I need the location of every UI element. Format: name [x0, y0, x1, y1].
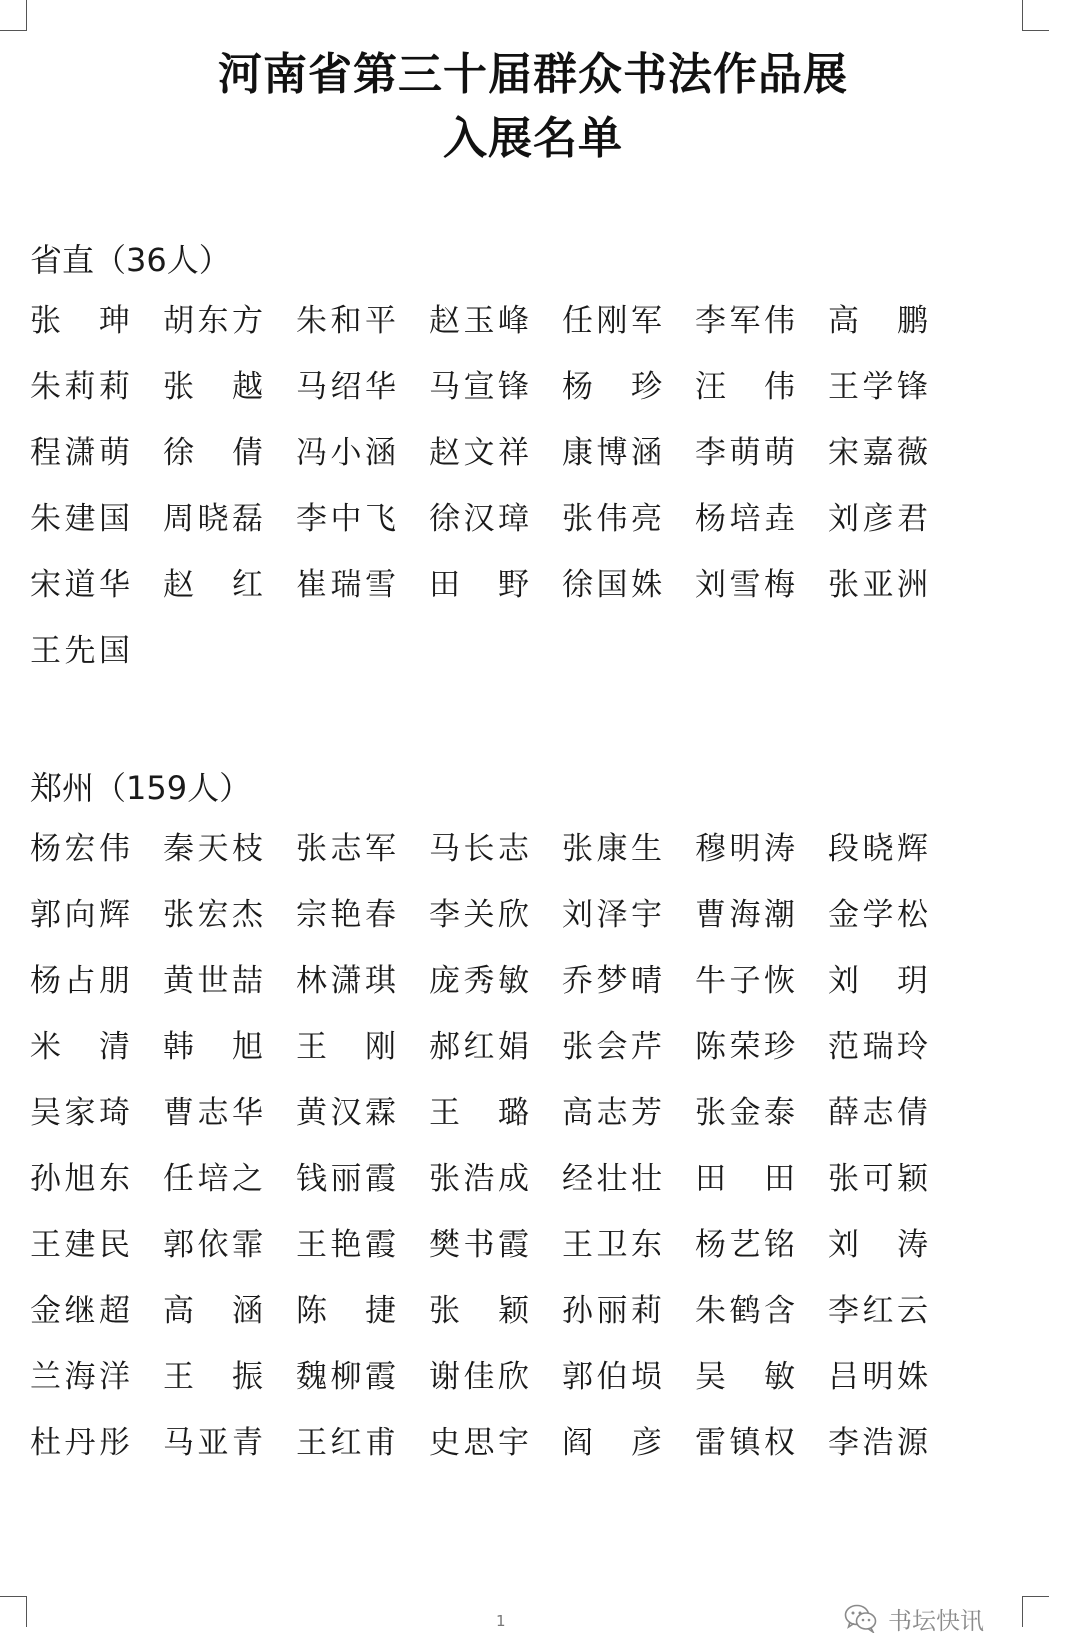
name-entry: 王先国	[30, 633, 130, 669]
name-entry: 张浩成	[429, 1161, 529, 1197]
name-entry: 郭向辉	[30, 897, 130, 933]
name-entry: 谢佳欣	[429, 1359, 529, 1395]
name-entry: 任培之	[163, 1161, 263, 1197]
name-entry: 康博涵	[562, 435, 662, 471]
name-entry: 马亚青	[163, 1425, 263, 1461]
name-entry: 任刚军	[562, 303, 662, 339]
name-entry: 高 涵	[163, 1293, 263, 1329]
name-entry: 黄汉霖	[296, 1095, 396, 1131]
crop-mark-top-left	[0, 0, 27, 31]
name-entry: 程潇萌	[30, 435, 130, 471]
name-entry: 李关欣	[429, 897, 529, 933]
watermark	[844, 1598, 984, 1638]
name-entry: 段晓辉	[828, 831, 928, 867]
name-entry: 高 鹏	[828, 303, 928, 339]
name-entry: 陈 捷	[296, 1293, 396, 1329]
name-entry: 赵文祥	[429, 435, 529, 471]
name-entry: 经壮壮	[562, 1161, 662, 1197]
name-entry: 牛子恢	[695, 963, 795, 999]
name-entry: 吕明姝	[828, 1359, 928, 1395]
name-entry: 李军伟	[695, 303, 795, 339]
name-entry: 刘 涛	[828, 1227, 928, 1263]
page-number: 1	[496, 1612, 506, 1630]
name-entry: 汪 伟	[695, 369, 795, 405]
name-entry: 田 野	[429, 567, 529, 603]
name-entry: 韩 旭	[163, 1029, 263, 1065]
name-entry: 张志军	[296, 831, 396, 867]
name-entry: 郭伯埙	[562, 1359, 662, 1395]
name-entry: 刘泽宇	[562, 897, 662, 933]
name-entry: 朱和平	[296, 303, 396, 339]
name-entry: 田 田	[695, 1161, 795, 1197]
name-entry: 张伟亮	[562, 501, 662, 537]
name-entry: 刘彦君	[828, 501, 928, 537]
name-entry: 吴 敏	[695, 1359, 795, 1395]
name-entry: 樊书霞	[429, 1227, 529, 1263]
name-entry: 朱鹤含	[695, 1293, 795, 1329]
name-entry: 杨 珍	[562, 369, 662, 405]
wechat-icon	[844, 1603, 878, 1633]
name-entry: 徐国姝	[562, 567, 662, 603]
name-entry: 钱丽霞	[296, 1161, 396, 1197]
name-entry: 张亚洲	[828, 567, 928, 603]
name-entry: 崔瑞雪	[296, 567, 396, 603]
name-entry: 郭依霏	[163, 1227, 263, 1263]
name-entry: 李红云	[828, 1293, 928, 1329]
name-entry: 张宏杰	[163, 897, 263, 933]
name-entry: 马长志	[429, 831, 529, 867]
name-entry: 庞秀敏	[429, 963, 529, 999]
name-entry: 高志芳	[562, 1095, 662, 1131]
name-entry: 薛志倩	[828, 1095, 928, 1131]
name-entry: 阎 彦	[562, 1425, 662, 1461]
name-entry: 王 刚	[296, 1029, 396, 1065]
name-entry: 周晓磊	[163, 501, 263, 537]
section-heading: 郑州（159人）	[30, 769, 252, 807]
name-entry: 张会芹	[562, 1029, 662, 1065]
name-entry: 李萌萌	[695, 435, 795, 471]
name-entry: 朱建国	[30, 501, 130, 537]
name-list	[30, 288, 1030, 684]
document-title: 河南省第三十届群众书法作品展	[218, 49, 848, 100]
name-entry: 曹海潮	[695, 897, 795, 933]
name-entry: 林潇琪	[296, 963, 396, 999]
name-entry: 张可颖	[828, 1161, 928, 1197]
name-entry: 马绍华	[296, 369, 396, 405]
crop-mark-top-right	[1022, 0, 1049, 31]
name-entry: 杨宏伟	[30, 831, 130, 867]
name-entry: 赵 红	[163, 567, 263, 603]
name-entry: 朱莉莉	[30, 369, 130, 405]
name-entry: 秦天枝	[163, 831, 263, 867]
name-entry: 李浩源	[828, 1425, 928, 1461]
name-entry: 史思宇	[429, 1425, 529, 1461]
name-entry: 杨占朋	[30, 963, 130, 999]
name-entry: 魏柳霞	[296, 1359, 396, 1395]
name-entry: 王建民	[30, 1227, 130, 1263]
name-entry: 张 越	[163, 369, 263, 405]
name-entry: 王 振	[163, 1359, 263, 1395]
crop-mark-bottom-right	[1022, 1596, 1049, 1627]
name-entry: 王 璐	[429, 1095, 529, 1131]
name-entry: 刘雪梅	[695, 567, 795, 603]
name-entry: 孙丽莉	[562, 1293, 662, 1329]
name-entry: 徐 倩	[163, 435, 263, 471]
name-entry: 徐汉璋	[429, 501, 529, 537]
name-entry: 黄世喆	[163, 963, 263, 999]
section-heading: 省直（36人）	[30, 241, 231, 279]
name-entry: 张 珅	[30, 303, 130, 339]
name-entry: 刘 玥	[828, 963, 928, 999]
name-entry: 李中飞	[296, 501, 396, 537]
watermark-label: 书坛快讯	[888, 1606, 984, 1635]
name-entry: 王学锋	[828, 369, 928, 405]
crop-mark-bottom-left	[0, 1596, 27, 1627]
name-entry: 曹志华	[163, 1095, 263, 1131]
name-entry: 杨艺铭	[695, 1227, 795, 1263]
name-entry: 兰海洋	[30, 1359, 130, 1395]
name-entry: 郝红娟	[429, 1029, 529, 1065]
document-subtitle: 入展名单	[443, 113, 623, 164]
name-entry: 杨培垚	[695, 501, 795, 537]
name-list	[30, 816, 1030, 1476]
name-entry: 米 清	[30, 1029, 130, 1065]
name-entry: 赵玉峰	[429, 303, 529, 339]
name-entry: 乔梦晴	[562, 963, 662, 999]
name-entry: 张 颖	[429, 1293, 529, 1329]
name-entry: 王卫东	[562, 1227, 662, 1263]
name-entry: 王艳霞	[296, 1227, 396, 1263]
name-entry: 孙旭东	[30, 1161, 130, 1197]
name-entry: 张金泰	[695, 1095, 795, 1131]
name-entry: 胡东方	[163, 303, 263, 339]
name-entry: 杜丹彤	[30, 1425, 130, 1461]
name-entry: 宋道华	[30, 567, 130, 603]
name-entry: 陈荣珍	[695, 1029, 795, 1065]
name-entry: 王红甫	[296, 1425, 396, 1461]
name-entry: 张康生	[562, 831, 662, 867]
name-entry: 穆明涛	[695, 831, 795, 867]
name-entry: 雷镇权	[695, 1425, 795, 1461]
name-entry: 金学松	[828, 897, 928, 933]
name-entry: 冯小涵	[296, 435, 396, 471]
name-entry: 范瑞玲	[828, 1029, 928, 1065]
name-entry: 宋嘉薇	[828, 435, 928, 471]
section-zhengzhou	[30, 760, 1030, 1476]
name-entry: 吴家琦	[30, 1095, 130, 1131]
name-entry: 马宣锋	[429, 369, 529, 405]
name-entry: 金继超	[30, 1293, 130, 1329]
name-entry: 宗艳春	[296, 897, 396, 933]
section-shengzhi	[30, 232, 1030, 684]
